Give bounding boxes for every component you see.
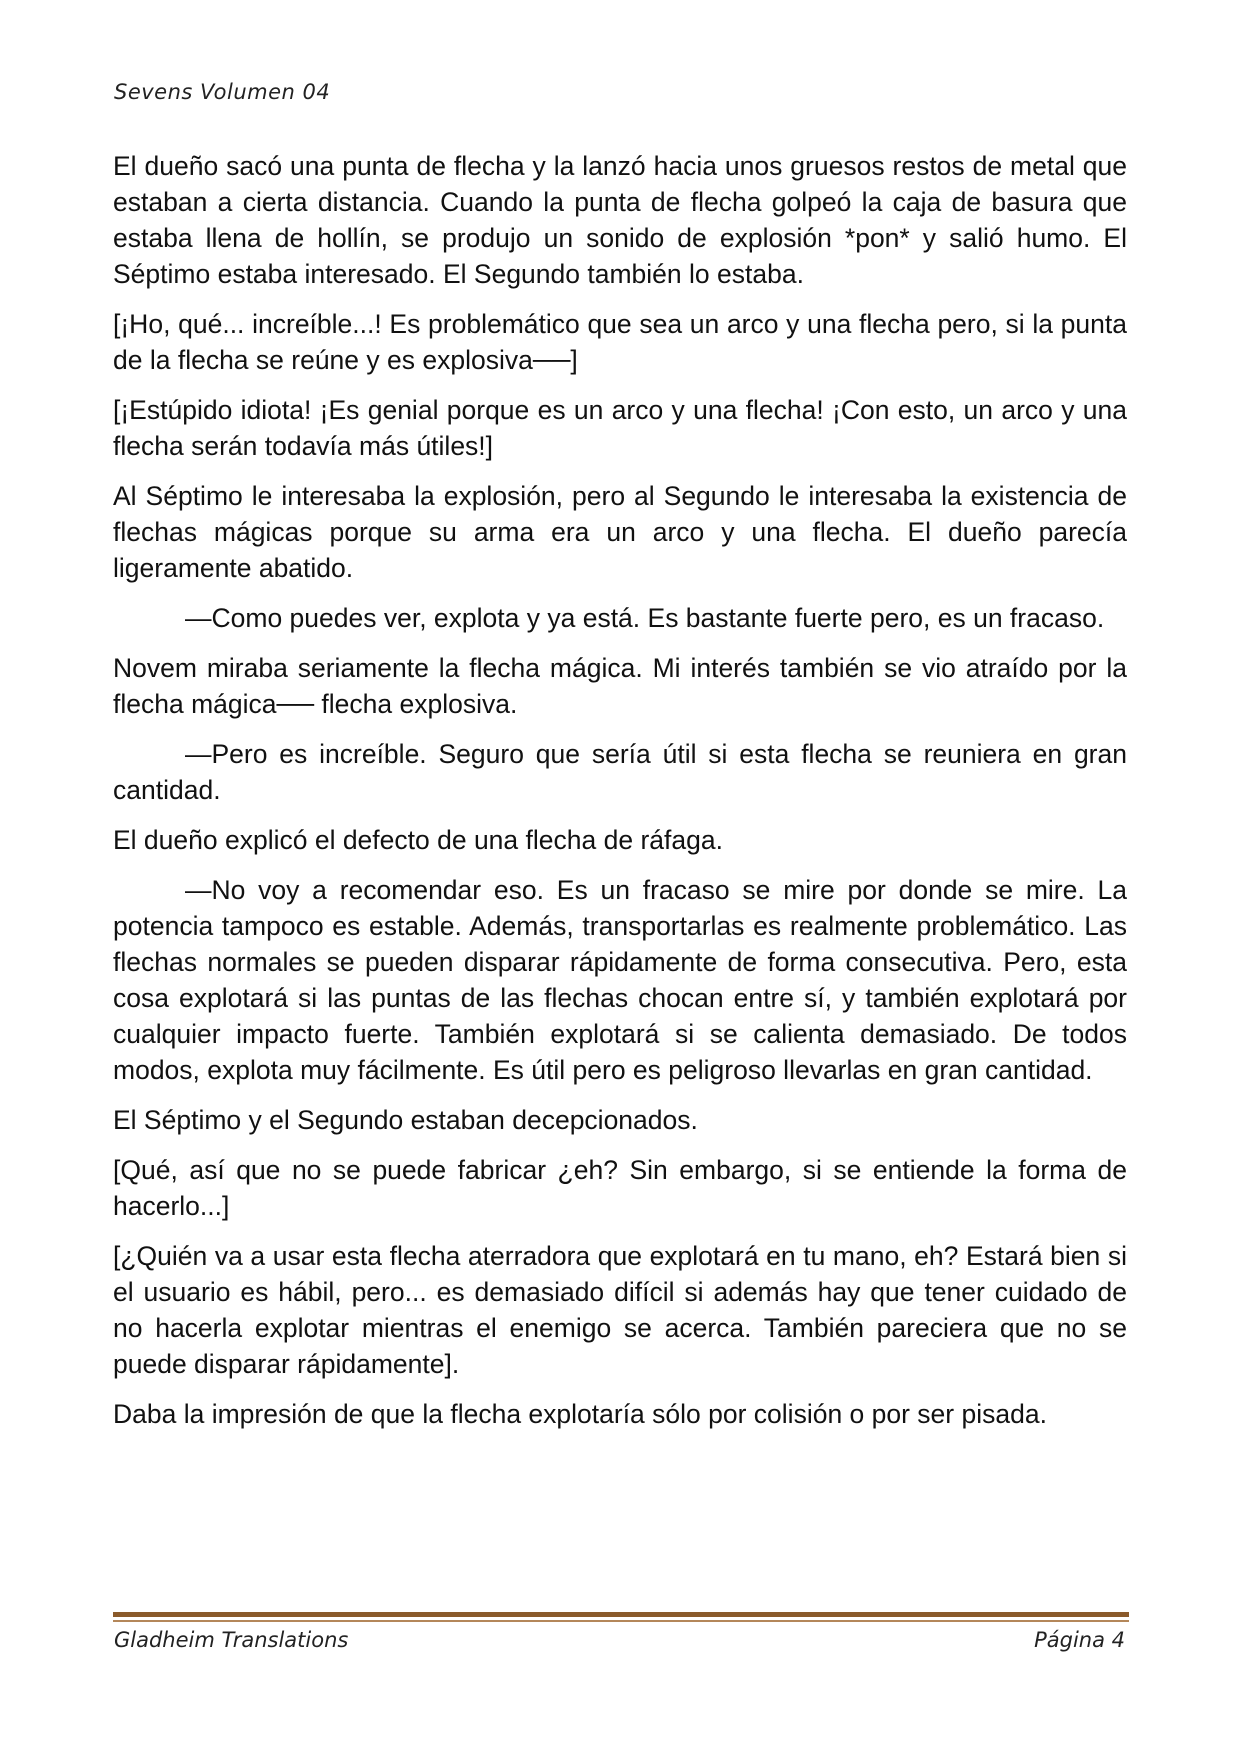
footer-rule (113, 1612, 1129, 1617)
footer-credit: Gladheim Translations (114, 1628, 349, 1652)
paragraph: Al Séptimo le interesaba la explosión, pero al Segundo le interesaba la existencia de flechas mágicas porque su arma era un arco y una flecha. El dueño parecía ligeramente abatido. (113, 481, 1127, 583)
dialogue-paragraph: —Como puedes ver, explota y ya está. Es bastante fuerte pero, es un fracaso. (185, 603, 1105, 633)
paragraph: [¡Estúpido idiota! ¡Es genial porque es un arco y una flecha! ¡Con esto, un arco y una flecha serán todavía más útiles!] (113, 395, 1127, 461)
paragraph: El Séptimo y el Segundo estaban decepcionados. (113, 1105, 698, 1135)
paragraph: [¿Quién va a usar esta flecha aterradora que explotará en tu mano, eh? Estará bien si el usuario es hábil, pero... es demasiado difícil si además hay que tener cuidado de no hacerla explotar mientras el enemigo se acerca. También pareciera que no se puede disparar rápidamente]. (113, 1241, 1127, 1379)
body-text (113, 148, 1127, 1446)
paragraph: Daba la impresión de que la flecha explotaría sólo por colisión o por ser pisada. (113, 1399, 1047, 1429)
page-number: Página 4 (1034, 1628, 1125, 1652)
dialogue-paragraph: —Pero es increíble. Seguro que sería útil si esta flecha se reuniera en gran cantidad. (113, 739, 1127, 805)
footer-rule-thin (113, 1620, 1129, 1622)
paragraph: Novem miraba seriamente la flecha mágica. Mi interés también se vio atraído por la flecha mágica── flecha explosiva. (113, 653, 1127, 719)
paragraph: [Qué, así que no se puede fabricar ¿eh? Sin embargo, si se entiende la forma de hacerlo...] (113, 1155, 1127, 1221)
paragraph: El dueño sacó una punta de flecha y la lanzó hacia unos gruesos restos de metal que estaban a cierta distancia. Cuando la punta de flecha golpeó la caja de basura que estaba llena de hollín, se produjo un sonido de explosión *pon* y salió humo. El Séptimo estaba interesado. El Segundo también lo estaba. (113, 151, 1127, 289)
paragraph: [¡Ho, qué... increíble...! Es problemático que sea un arco y una flecha pero, si la punta de la flecha se reúne y es explosiva──] (113, 309, 1127, 375)
paragraph: El dueño explicó el defecto de una flecha de ráfaga. (113, 825, 723, 855)
dialogue-paragraph: —No voy a recomendar eso. Es un fracaso se mire por donde se mire. La potencia tampoco es estable. Además, transportarlas es realmente problemático. Las flechas normales se pueden disparar rápidamente de forma consecutiva. Pero, esta cosa explotará si las puntas de las flechas chocan entre sí, y también explotará por cualquier impacto fuerte. También explotará si se calienta demasiado. De todos modos, explota muy fácilmente. Es útil pero es peligroso llevarlas en gran cantidad. (113, 875, 1127, 1085)
running-header: Sevens Volumen 04 (114, 80, 331, 104)
